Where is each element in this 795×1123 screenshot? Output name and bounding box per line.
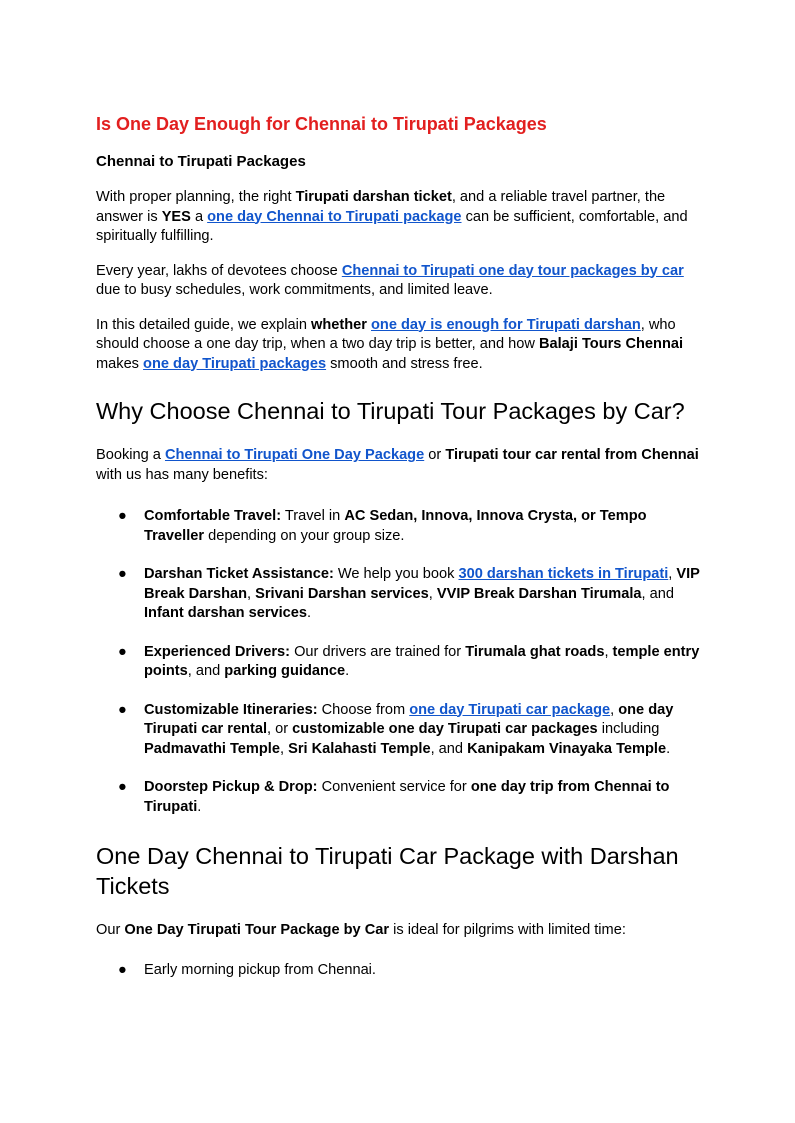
section-heading-car-package: One Day Chennai to Tirupati Car Package with Darshan Tickets [96, 843, 679, 899]
bold-text: VVIP Break Darshan Tirumala [436, 585, 642, 602]
text: a [190, 208, 208, 225]
text: Our drivers are trained for [290, 643, 466, 660]
bold-text: temple entry points [144, 643, 700, 679]
bold-text: YES [161, 208, 191, 225]
intro-paragraph [96, 188, 700, 247]
guide-paragraph [96, 316, 700, 375]
bold-text: Balaji Tours Chennai [538, 336, 684, 352]
text: can be sufficient, comfortable, and spiritually fulfilling. [96, 208, 688, 244]
text: including [597, 721, 660, 737]
text: , who should choose a one day trip, when a two day trip is better, and how [96, 316, 676, 352]
bold-text: Tirumala ghat roads [465, 643, 605, 660]
list-item [96, 961, 700, 981]
bullet-icon: ● [118, 508, 127, 524]
text: with us has many benefits: [96, 466, 268, 483]
text: . [666, 740, 671, 757]
bold-text: one day trip from Chennai to Tirupati [144, 779, 670, 815]
list-item [96, 701, 700, 760]
text: Booking a [96, 447, 165, 463]
bold-text: Tirupati tour car rental from Chennai [445, 447, 699, 463]
item-label: Doorstep Pickup & Drop: [144, 779, 318, 795]
text: , and [641, 585, 675, 602]
link-one-day-enough[interactable]: one day is enough for Tirupati darshan [371, 316, 641, 333]
text: depending on your group size. [204, 527, 405, 544]
text: , [428, 585, 437, 602]
bold-text: Sri Kalahasti Temple [288, 740, 431, 757]
text: Early morning pickup from Chennai. [144, 961, 376, 978]
text: , and [187, 663, 225, 679]
text: is ideal for pilgrims with limited time: [389, 922, 626, 938]
item-label: Darshan Ticket Assistance: [144, 566, 334, 582]
text: With proper planning, the right [96, 189, 296, 205]
list-item [96, 565, 700, 624]
link-300-darshan-tickets[interactable]: 300 darshan tickets in Tirupati [458, 566, 669, 582]
bullet-icon: ● [118, 566, 127, 582]
bold-text: VIP Break Darshan [144, 566, 700, 602]
link-one-day-package[interactable]: one day Chennai to Tirupati package [207, 208, 462, 225]
list-item [96, 778, 700, 817]
itinerary-list [96, 961, 700, 981]
text: Choose from [317, 701, 410, 718]
bold-text: one day Tirupati car rental [144, 701, 674, 737]
link-one-day-car-package[interactable]: one day Tirupati car package [409, 701, 611, 718]
text: , [604, 643, 613, 660]
text: , and [430, 740, 468, 757]
text: Convenient service for [317, 779, 471, 795]
section-heading-why-choose: Why Choose Chennai to Tirupati Tour Packages by Car? [96, 398, 685, 424]
item-label: Comfortable Travel: [144, 508, 282, 524]
text: Every year, lakhs of devotees choose [96, 262, 342, 279]
text: , [668, 566, 677, 582]
item-label: Customizable Itineraries: [144, 701, 318, 718]
car-package-paragraph [96, 921, 700, 941]
bullet-icon: ● [118, 779, 127, 795]
bold-text: Tirupati darshan ticket [295, 189, 452, 205]
bullet-icon: ● [118, 643, 127, 660]
bold-text: Padmavathi Temple [144, 740, 280, 757]
booking-paragraph [96, 446, 700, 485]
link-one-day-package-booking[interactable]: Chennai to Tirupati One Day Package [164, 447, 425, 463]
bold-text: Kanipakam Vinayaka Temple [467, 740, 667, 757]
list-item [96, 643, 700, 682]
text: Travel in [281, 508, 345, 524]
bold-text: AC Sedan, Innova, Innova Crysta, or Tempo Traveller [144, 508, 647, 544]
text: We help you book [333, 566, 459, 582]
text: smooth and stress free. [326, 355, 483, 372]
subtitle: Chennai to Tirupati Packages [96, 153, 306, 170]
text: , [610, 701, 619, 718]
bold-text: One Day Tirupati Tour Package by Car [124, 922, 390, 938]
list-item [96, 507, 700, 546]
page-title: Is One Day Enough for Chennai to Tirupati Packages [96, 114, 547, 134]
bullet-icon: ● [118, 701, 127, 718]
text: . [307, 605, 312, 621]
text: . [197, 798, 202, 815]
bold-text: Srivani Darshan services [255, 585, 429, 602]
bold-text: customizable one day Tirupati car packages [292, 721, 598, 737]
text: . [345, 663, 350, 679]
item-label: Experienced Drivers: [144, 643, 291, 660]
text: , [279, 740, 289, 757]
text: , [247, 585, 256, 602]
text: due to busy schedules, work commitments, and limited leave. [96, 282, 493, 298]
benefits-list [96, 507, 700, 817]
text: , or [267, 721, 293, 737]
devotees-paragraph [96, 262, 700, 301]
bold-text: whether [311, 316, 367, 333]
link-one-day-tirupati-packages[interactable]: one day Tirupati packages [143, 355, 327, 372]
text: , and a reliable travel partner, the answer is [96, 189, 666, 225]
text: In this detailed guide, we explain [96, 316, 311, 333]
text: Our [96, 922, 125, 938]
bullet-icon: ● [118, 961, 127, 978]
text: makes [96, 355, 144, 372]
link-one-day-tour-by-car[interactable]: Chennai to Tirupati one day tour packages by car [341, 262, 684, 279]
document-content [96, 112, 700, 999]
text: or [424, 447, 446, 463]
bold-text: Infant darshan services [144, 605, 308, 621]
bold-text: parking guidance [224, 663, 346, 679]
